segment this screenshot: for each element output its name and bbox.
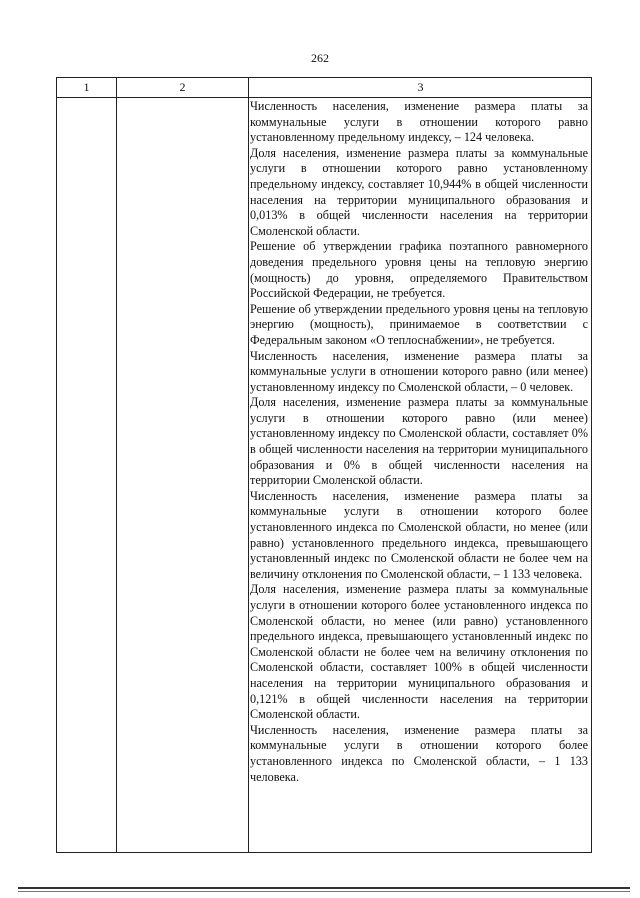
bottom-rule-thin — [18, 891, 630, 892]
paragraph: Численность населения, изменение размера платы за коммунальные услуги в отношении которого более установленного индекса по Смоленской области, но менее (или равно) установленного предельного индекса, превышающего установленный индекс по Смоленской области не более чем на величину отклонения по Смоленской области, – 1 133 человека. — [250, 488, 588, 581]
paragraph: Решение об утверждении графика поэтапного равномерного доведения предельного уровня цены на тепловую энергию (мощность) до уровня, определяемого Правительством Российской Федерации, не требуется. — [250, 239, 588, 301]
table-header-row — [57, 78, 591, 98]
paragraph: Численность населения, изменение размера платы за коммунальные услуги в отношении которого равно (или менее) установленному индексу по Смоленской области, – 0 человек. — [250, 348, 588, 394]
column-header-2: 2 — [179, 80, 186, 94]
column-header-1: 1 — [83, 80, 90, 94]
bottom-rule — [18, 887, 630, 889]
column-header-3: 3 — [417, 80, 424, 94]
page-number: 262 — [311, 51, 329, 65]
paragraph: Численность населения, изменение размера платы за коммунальные услуги в отношении которого более установленного индекса по Смоленской области, – 1 133 человека. — [250, 722, 588, 784]
paragraph: Доля населения, изменение размера платы за коммунальные услуги в отношении которого равно установленному предельному индексу, составляет 10,944% в общей численности населения на территории муниципального образования и 0,013% в общей численности населения на территории Смоленской области. — [250, 145, 588, 238]
paragraph: Доля населения, изменение размера платы за коммунальные услуги в отношении которого более установленного индекса по Смоленской области, но менее (или равно) установленного предельного индекса, превышающего установленный индекс по Смоленской области не более чем на величину отклонения по Смоленской области, составляет 100% в общей численности населения на территории муниципального образования и 0,121% в общей численности населения на территории Смоленской области. — [250, 582, 588, 722]
column-divider-1 — [116, 78, 117, 852]
document-table — [56, 77, 592, 853]
column-divider-2 — [248, 78, 249, 852]
paragraph: Доля населения, изменение размера платы за коммунальные услуги в отношении которого равно (или менее) установленному индексу по Смоленской области, составляет 0% в общей численности населения на территории муниципального образования и 0% в общей численности населения на территории Смоленской области. — [250, 395, 588, 488]
paragraph: Решение об утверждении предельного уровня цены на тепловую энергию (мощность), принимаемое в соответствии с Федеральным законом «О теплоснабжении», не требуется. — [250, 301, 588, 347]
paragraph: Численность населения, изменение размера платы за коммунальные услуги в отношении которого равно установленному предельному индексу, – 124 человека. — [250, 99, 588, 145]
column-3-content — [250, 99, 588, 785]
